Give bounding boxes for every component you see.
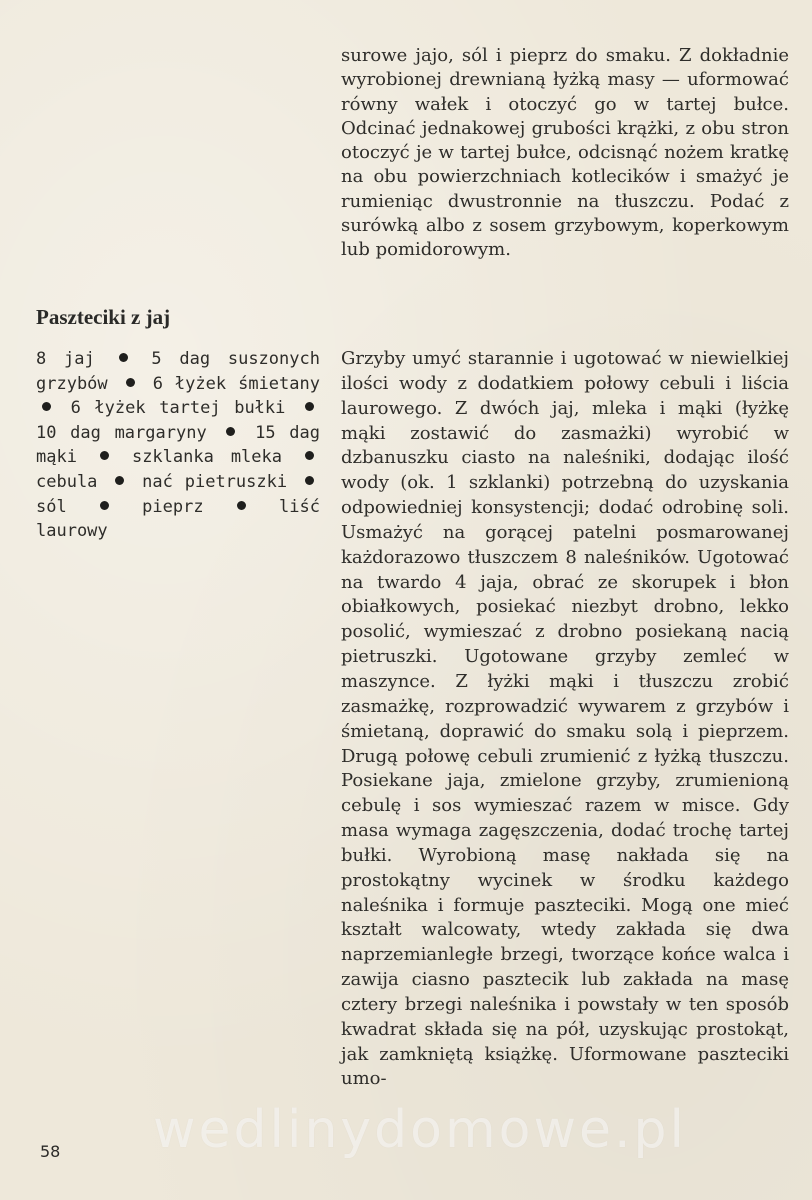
- bullet-separator-icon: [42, 402, 51, 411]
- ingredient-item: 8 jaj: [36, 349, 95, 369]
- recipe-method: Grzyby umyć starannie i ugotować w niewielkiej ilości wody z dodatkiem połowy cebuli i liścia laurowego. Z dwóch jaj, mleka i mąki (łyżkę mąki zostawić do zasmażki) wyrobić w dzbanuszku ciasto na naleśniki, dodając ilość wody (ok. 1 szklanki) potrzebną do uzyskania odpowiedniej konsystencji; dodać odrobinę soli. Usmażyć na gorącej patelni posmarowanej każdorazowo tłuszczem 8 naleśników. Ugotować na twardo 4 jaja, obrać ze skorupek i błon obiałkowych, posiekać niezbyt drobno, lekko posolić, wymieszać z drobno posiekaną nacią pietruszki. Ugotowane grzyby zemleć w maszynce. Z łyżki mąki i tłuszczu zrobić zasmażkę, rozprowadzić wywarem z grzybów i śmietaną, doprawić do smaku solą i pieprzem. Drugą połowę cebuli zrumienić z łyżką tłuszczu. Posiekane jaja, zmielone grzyby, zrumienioną cebulę i sos wymieszać razem w misce. Gdy masa wymaga zagęszczenia, dodać trochę tartej bułki. Wyrobioną masę nakłada się na prostokątny wycinek w środku każdego naleśnika i formuje paszteciki. Mogą one mieć kształt walcowaty, wtedy zakłada się dwa naprzemianległe brzegi, tworzące końce walca i zawija ciasno pasztecik lub zakłada na masę cztery brzegi naleśnika i powstały w ten sposób kwadrat składa się na pół, uzyskując prostokąt, jak zamkniętą książkę. Uformowane paszteciki umo-: [341, 348, 789, 1090]
- watermark: wedlinydomowe.pl: [153, 1100, 687, 1160]
- bullet-separator-icon: [126, 378, 135, 387]
- ingredients-list: [36, 347, 320, 544]
- ingredient-item: 5 dag suszonych grzybów: [36, 349, 320, 394]
- bullet-separator-icon: [100, 451, 109, 460]
- ingredient-item: nać pietruszki: [142, 471, 288, 492]
- recipe-title: Paszteciki z jaj: [36, 305, 171, 329]
- ingredient-item: 15 dag mąki: [36, 422, 320, 468]
- bullet-separator-icon: [305, 451, 314, 460]
- ingredient-item: 6 łyżek śmietany: [152, 373, 320, 394]
- ingredient-item: szklanka mleka: [131, 447, 282, 468]
- bullet-separator-icon: [305, 402, 314, 411]
- bullet-separator-icon: [226, 427, 235, 436]
- bullet-separator-icon: [237, 501, 246, 510]
- ingredient-item: 10 dag margaryny: [36, 422, 207, 443]
- ingredient-item: pieprz: [142, 496, 204, 517]
- bullet-separator-icon: [119, 353, 128, 362]
- page-number: 58: [40, 1142, 61, 1161]
- bullet-separator-icon: [115, 476, 124, 485]
- ingredient-item: cebula: [36, 471, 98, 492]
- ingredient-item: 6 łyżek tartej bułki: [70, 398, 286, 419]
- bullet-separator-icon: [305, 476, 314, 485]
- previous-recipe-continuation: surowe jajo, sól i pieprz do smaku. Z dokładnie wyrobionej drewnianą łyżką masy — uformować równy wałek i otoczyć go w tartej bułce. Odcinać jednakowej grubości krążki, z obu stron otoczyć je w tartej bułce, odcisnąć nożem kratkę na obu powierzchniach kotlecików i smażyć je rumieniąc dwustronnie na tłuszczu. Podać z surówką albo z sosem grzybowym, koperkowym lub pomidorowym.: [341, 45, 789, 261]
- ingredient-item: liść laurowy: [36, 496, 320, 542]
- bullet-separator-icon: [100, 501, 109, 510]
- ingredient-item: sól: [36, 496, 67, 517]
